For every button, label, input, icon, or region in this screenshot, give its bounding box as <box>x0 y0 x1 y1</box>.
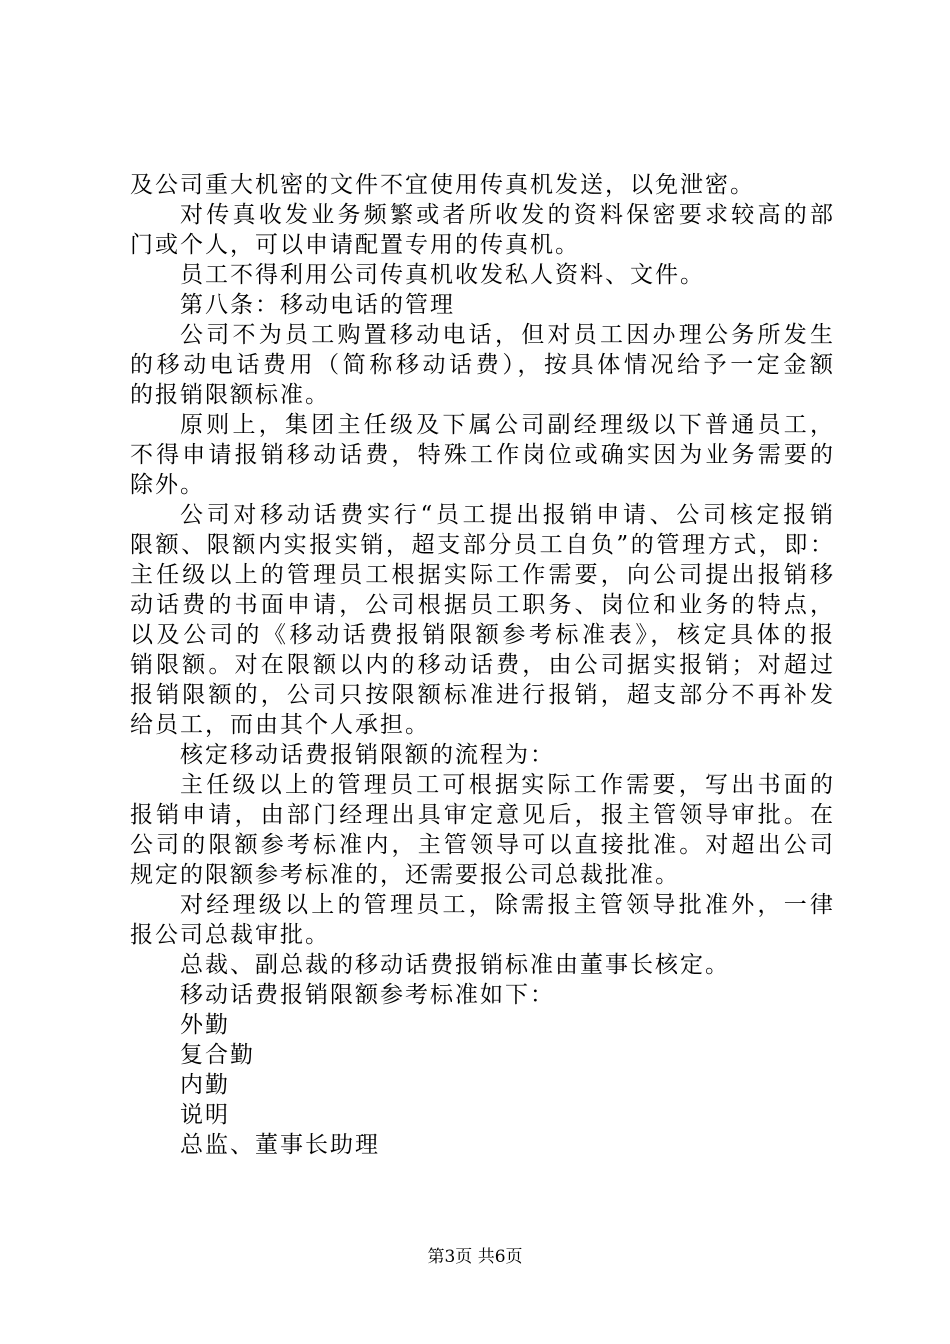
text-line: 主任级以上的管理员工可根据实际工作需要，写出书面的 <box>180 772 835 798</box>
text-line: 门或个人，可以申请配置专用的传真机。 <box>130 232 580 258</box>
text-line: 内勤 <box>180 1072 230 1098</box>
text-line: 以及公司的《移动话费报销限额参考标准表》，核定具体的报 <box>130 622 835 648</box>
text-line: 报销申请，由部门经理出具审定意见后，报主管领导审批。在 <box>130 802 835 828</box>
text-line: 给员工，而由其个人承担。 <box>130 712 430 738</box>
text-line: 核定移动话费报销限额的流程为： <box>180 742 555 768</box>
text-line: 原则上，集团主任级及下属公司副经理级以下普通员工， <box>180 412 835 438</box>
document-body <box>130 170 835 1160</box>
text-line: 对经理级以上的管理员工，除需报主管领导批准外，一律 <box>180 892 835 918</box>
text-line: 规定的限额参考标准的，还需要报公司总裁批准。 <box>130 862 680 888</box>
text-line: 员工不得利用公司传真机收发私人资料、文件。 <box>180 262 705 288</box>
text-line: 对传真收发业务频繁或者所收发的资料保密要求较高的部 <box>180 202 835 228</box>
text-line: 第八条：移动电话的管理 <box>180 292 455 318</box>
text-line: 限额、限额内实报实销，超支部分员工自负”的管理方式，即： <box>130 532 835 558</box>
text-line: 除外。 <box>130 472 205 498</box>
text-line: 不得申请报销移动话费，特殊工作岗位或确实因为业务需要的 <box>130 442 835 468</box>
text-line: 外勤 <box>180 1012 230 1038</box>
text-line: 说明 <box>180 1102 230 1128</box>
text-line: 的报销限额标准。 <box>130 382 330 408</box>
text-line: 及公司重大机密的文件不宜使用传真机发送，以免泄密。 <box>130 172 755 198</box>
text-line: 公司不为员工购置移动电话，但对员工因办理公务所发生 <box>180 322 835 348</box>
text-line: 公司的限额参考标准内，主管领导可以直接批准。对超出公司 <box>130 832 835 858</box>
text-line: 动话费的书面申请，公司根据员工职务、岗位和业务的特点， <box>130 592 835 618</box>
text-line: 总监、董事长助理 <box>180 1132 380 1158</box>
text-line: 主任级以上的管理员工根据实际工作需要，向公司提出报销移 <box>130 562 835 588</box>
text-line: 公司对移动话费实行“员工提出报销申请、公司核定报销 <box>180 502 835 528</box>
text-line: 报公司总裁审批。 <box>130 922 330 948</box>
text-line: 销限额。对在限额以内的移动话费，由公司据实报销；对超过 <box>130 652 835 678</box>
text-line: 移动话费报销限额参考标准如下： <box>180 982 555 1008</box>
page-footer: 第3页 共6页 <box>427 1247 523 1267</box>
text-line: 复合勤 <box>180 1042 255 1068</box>
text-line: 报销限额的，公司只按限额标准进行报销，超支部分不再补发 <box>130 682 835 708</box>
text-line: 总裁、副总裁的移动话费报销标准由董事长核定。 <box>180 952 730 978</box>
text-line: 的移动电话费用（简称移动话费），按具体情况给予一定金额 <box>130 352 835 378</box>
